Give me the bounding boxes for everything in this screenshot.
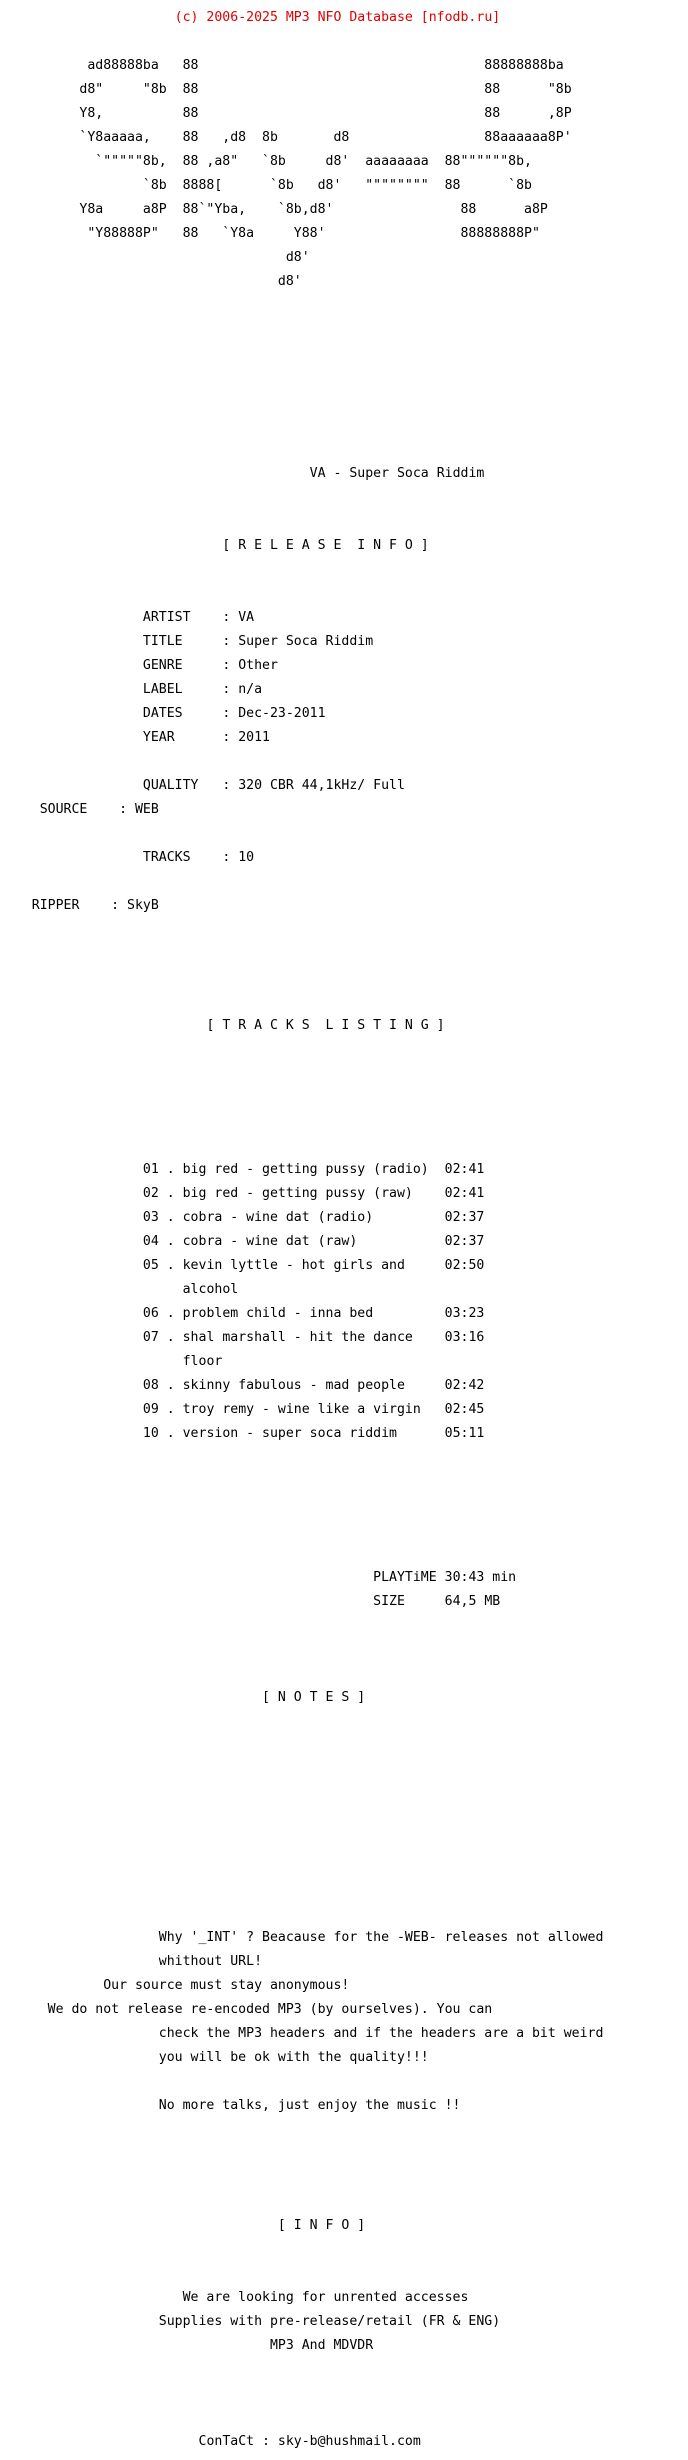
track-row: floor (142, 1354, 223, 1369)
info-heading: [ I N F O ] (277, 2218, 366, 2233)
tracks-heading: [ T R A C K S L I S T I N G ] (206, 1018, 445, 1033)
track-row: 07 . shal marshall - hit the dance 03:16 (142, 1330, 485, 1345)
info-source: SOURCE : WEB (39, 802, 159, 817)
notes-line: whithout URL! (0, 1954, 263, 1969)
ascii-logo-line: "Y88888P" 88 `Y8a Y88' 88888888P" (0, 226, 540, 241)
ascii-logo-line: d8' (0, 274, 302, 289)
notes-line: you will be ok with the quality!!! (0, 2050, 429, 2065)
ascii-logo-line: `8b 8888[ `8b d8' """""""" 88 `8b (0, 178, 532, 193)
info-ripper: RIPPER : SkyB (31, 898, 159, 913)
contact-line: ConTaCt : sky-b@hushmail.com (198, 2434, 421, 2449)
release-info-heading: [ R E L E A S E I N F O ] (222, 538, 429, 553)
ascii-logo-line: d8' (0, 250, 310, 265)
total-size: SIZE 64,5 MB (373, 1594, 501, 1609)
total-playtime: PLAYTiME 30:43 min (373, 1570, 517, 1585)
track-row: 10 . version - super soca riddim 05:11 (142, 1426, 485, 1441)
ascii-logo-line: ad88888ba 88 88888888ba (0, 58, 564, 73)
release-title: VA - Super Soca Riddim (309, 466, 485, 481)
info-genre: GENRE : Other (142, 658, 278, 673)
track-row: 02 . big red - getting pussy (raw) 02:41 (142, 1186, 485, 1201)
notes-line: Why '_INT' ? Beacause for the -WEB- releases not allowed (0, 1930, 604, 1945)
track-row: alcohol (142, 1282, 239, 1297)
info-quality: QUALITY : 320 CBR 44,1kHz/ Full (142, 778, 405, 793)
ascii-logo-line: Y8a a8P 88`"Yba, `8b,d8' 88 a8P (0, 202, 548, 217)
info-year: YEAR : 2011 (142, 730, 270, 745)
track-row: 08 . skinny fabulous - mad people 02:42 (142, 1378, 485, 1393)
notes-heading: [ N O T E S ] (262, 1690, 366, 1705)
notes-line (0, 2076, 603, 2088)
info-line: Supplies with pre-release/retail (FR & ENG) (0, 2314, 501, 2329)
notes-line: No more talks, just enjoy the music !! (0, 2098, 461, 2113)
site-header: (c) 2006-2025 MP3 NFO Database [nfodb.ru] (174, 10, 501, 25)
info-tracks: TRACKS : 10 (142, 850, 255, 865)
info-artist: ARTIST : VA (142, 610, 255, 625)
track-row: 04 . cobra - wine dat (raw) 02:37 (142, 1234, 485, 1249)
track-row: 06 . problem child - inna bed 03:23 (142, 1306, 485, 1321)
info-title: TITLE : Super Soca Riddim (142, 634, 374, 649)
info-label: LABEL : n/a (142, 682, 263, 697)
notes-line: Our source must stay anonymous! (0, 1978, 350, 1993)
notes-line: We do not release re-encoded MP3 (by ourselves). You can (0, 2002, 493, 2017)
info-dates: DATES : Dec-23-2011 (142, 706, 326, 721)
ascii-logo-line: d8" "8b 88 88 "8b (0, 82, 572, 97)
info-line: We are looking for unrented accesses (0, 2290, 469, 2305)
track-row: 03 . cobra - wine dat (radio) 02:37 (142, 1210, 485, 1225)
ascii-logo-line: Y8, 88 88 ,8P (0, 106, 572, 121)
ascii-logo-line: `"""""8b, 88 ,a8" `8b d8' aaaaaaaa 88""""""8b, (0, 154, 532, 169)
track-row: 01 . big red - getting pussy (radio) 02:41 (142, 1162, 485, 1177)
info-line: MP3 And MDVDR (0, 2338, 374, 2353)
track-row: 05 . kevin lyttle - hot girls and 02:50 (142, 1258, 485, 1273)
track-row: 09 . troy remy - wine like a virgin 02:45 (142, 1402, 485, 1417)
ascii-logo-line: `Y8aaaaa, 88 ,d8 8b d8 88aaaaaa8P' (0, 130, 572, 145)
notes-line: check the MP3 headers and if the headers are a bit weird (0, 2026, 604, 2041)
